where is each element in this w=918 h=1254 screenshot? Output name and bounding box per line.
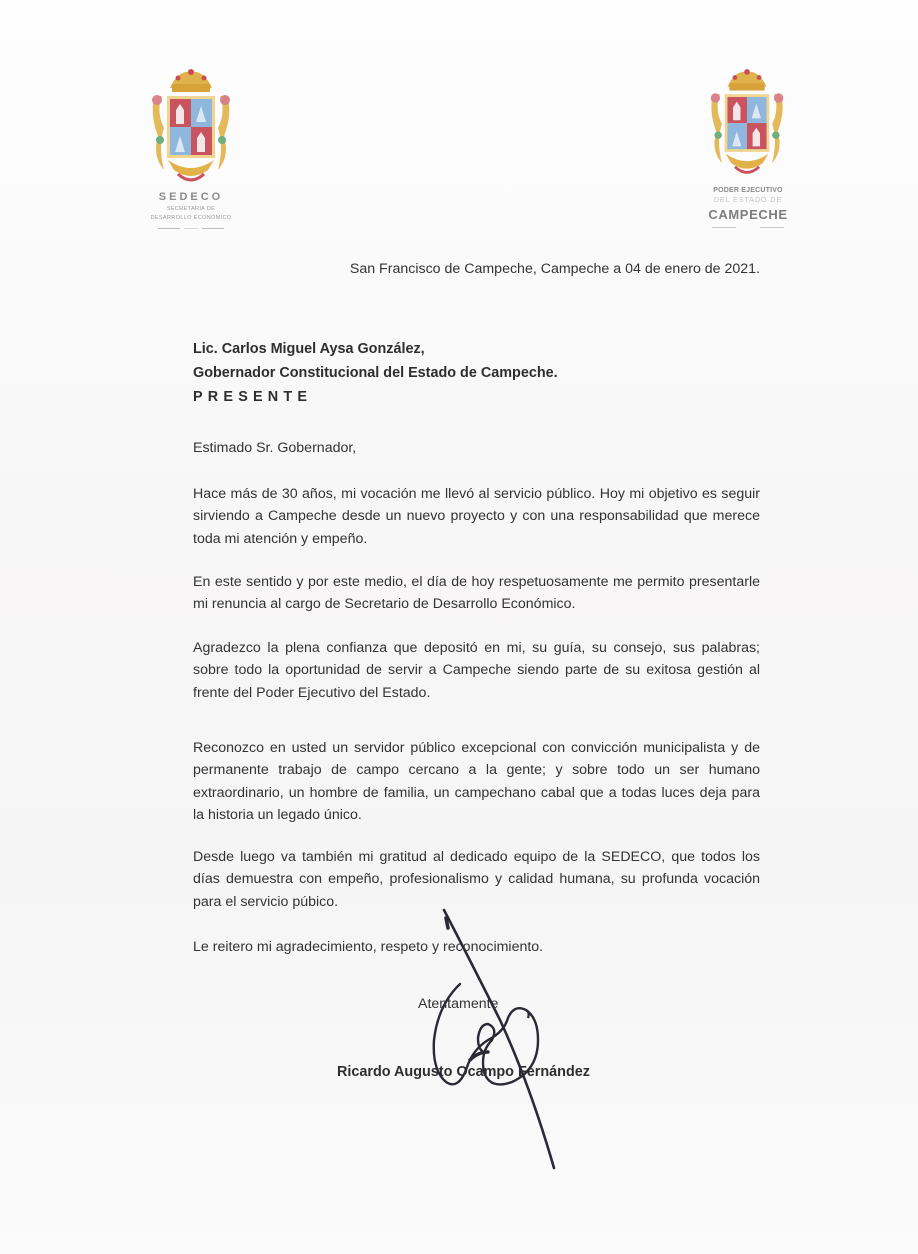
sedeco-logo-rule	[158, 228, 180, 229]
body-paragraph: Reconozco en usted un servidor público excepcional con convicción municipalista y de permanente trabajo de campo cercano a la gente; y sobre todo un ser humano extraordinario, un hombre de familia, un campechano cabal que a todas luces deja para la historia un legado único.	[193, 740, 760, 823]
addressee-title: Gobernador Constitucional del Estado de Campeche.	[193, 365, 558, 381]
poder-ejecutivo-logo-line-3: CAMPECHE	[708, 207, 788, 222]
sedeco-logo-name: SEDECO	[158, 191, 224, 203]
greeting: Estimado Sr. Gobernador,	[193, 440, 357, 456]
sedeco-logo-rule	[184, 228, 198, 229]
sedeco-logo-rule	[202, 228, 224, 229]
addressee-name: Lic. Carlos Miguel Aysa González,	[193, 341, 425, 357]
poder-ejecutivo-logo-rule	[712, 227, 736, 228]
sedeco-logo-subtitle-2: DESARROLLO ECONÓMICO	[150, 215, 232, 221]
poder-ejecutivo-logo-rule	[760, 227, 784, 228]
signer-name: Ricardo Augusto Ocampo Fernández	[337, 1064, 590, 1080]
date-line: San Francisco de Campeche, Campeche a 04 de enero de 2021.	[349, 261, 760, 277]
campeche-crest-logo	[707, 66, 787, 182]
body-paragraph: Hace más de 30 años, mi vocación me llevó al servicio público. Hoy mi objetivo es seguir sirviendo a Campeche desde un nuevo proyecto y con una responsabilidad que merece toda mi atención y empeño.	[193, 486, 760, 547]
body-paragraph: En este sentido y por este medio, el día de hoy respetuosamente me permito presentarle mi renuncia al cargo de Secretario de Desarrollo Económico.	[193, 574, 760, 613]
addressee-presente: PRESENTE	[193, 389, 313, 405]
body-paragraph: Desde luego va también mi gratitud al dedicado equipo de la SEDECO, que todos los días demuestra con empeño, profesionalismo y calidad humana, su profunda vocación para el servicio púbico.	[193, 849, 760, 910]
sedeco-logo-subtitle-1: SECRETARÍA DE	[166, 206, 216, 212]
sedeco-crest-logo	[148, 66, 234, 190]
body-paragraph: Agradezco la plena confianza que depositó en mi, su guía, su consejo, sus palabras; sobre todo la oportunidad de servir a Campeche siendo parte de su exitosa gestión al frente del Poder Ejecutivo del Estado.	[193, 640, 760, 701]
poder-ejecutivo-logo-line-1: PODER EJECUTIVO	[713, 187, 783, 194]
body-paragraph: Le reitero mi agradecimiento, respeto y reconocimiento.	[193, 939, 544, 955]
poder-ejecutivo-logo-line-2: DEL ESTADO DE	[713, 197, 783, 204]
closing: Atentamente	[418, 996, 499, 1012]
